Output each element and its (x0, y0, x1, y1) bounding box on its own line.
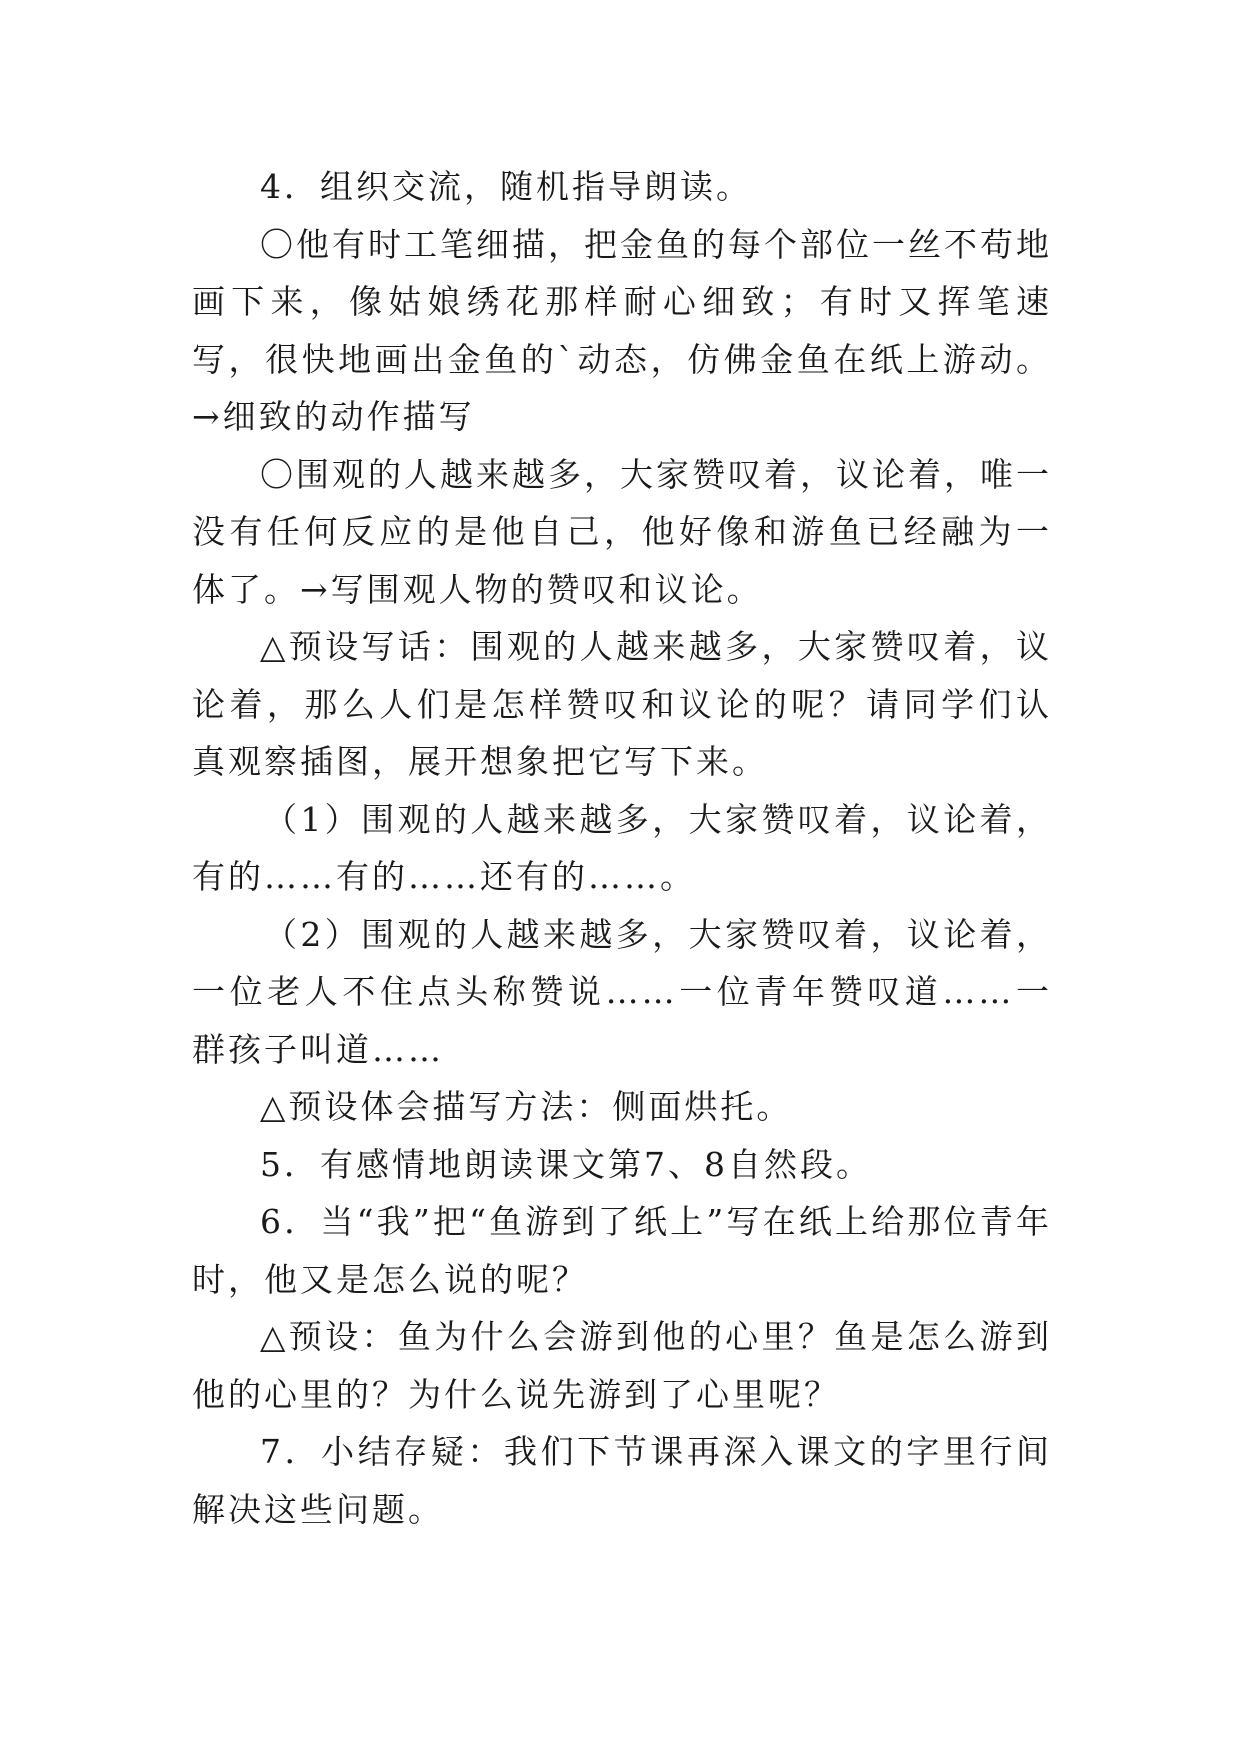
step-4-paragraph: 4．组织交流，随机指导朗读。 (260, 167, 752, 206)
method-paragraph: △预设体会描写方法：侧面烘托。 (260, 1087, 793, 1126)
quote-painting-paragraph: 〇他有时工笔细描，把金鱼的每个部位一丝不苟地画下来，像姑娘绣花那样耐心细致；有时又挥笔速写，很快地画出金鱼的`动态，仿佛金鱼在纸上游动。→细致的动作描写 (192, 224, 1052, 436)
writing-prompt-paragraph: △预设写话：围观的人越来越多，大家赞叹着，议论着，那么人们是怎样赞叹和议论的呢？请同学们认真观察插图，展开想象把它写下来。 (192, 627, 1052, 781)
question-paragraph: △预设：鱼为什么会游到他的心里？鱼是怎么游到他的心里的？为什么说先游到了心里呢？ (192, 1317, 1052, 1414)
sample-answer-1: （1）围观的人越来越多，大家赞叹着，议论着，有的……有的……还有的……。 (192, 799, 1052, 896)
quote-onlookers-paragraph: 〇围观的人越来越多，大家赞叹着，议论着，唯一没有任何反应的是他自己，他好像和游鱼已经融为一体了。→写围观人物的赞叹和议论。 (192, 454, 1052, 609)
document-page (192, 158, 1052, 1538)
step-6-paragraph: 6．当“我”把“鱼游到了纸上”写在纸上给那位青年时，他又是怎么说的呢？ (192, 1202, 1052, 1299)
sample-answer-2: （2）围观的人越来越多，大家赞叹着，议论着，一位老人不住点头称赞说……一位青年赞叹道……一群孩子叫道…… (192, 914, 1052, 1069)
step-5-paragraph: 5．有感情地朗读课文第7、8自然段。 (260, 1144, 872, 1184)
step-7-paragraph: 7．小结存疑：我们下节课再深入课文的字里行间解决这些问题。 (192, 1432, 1052, 1529)
